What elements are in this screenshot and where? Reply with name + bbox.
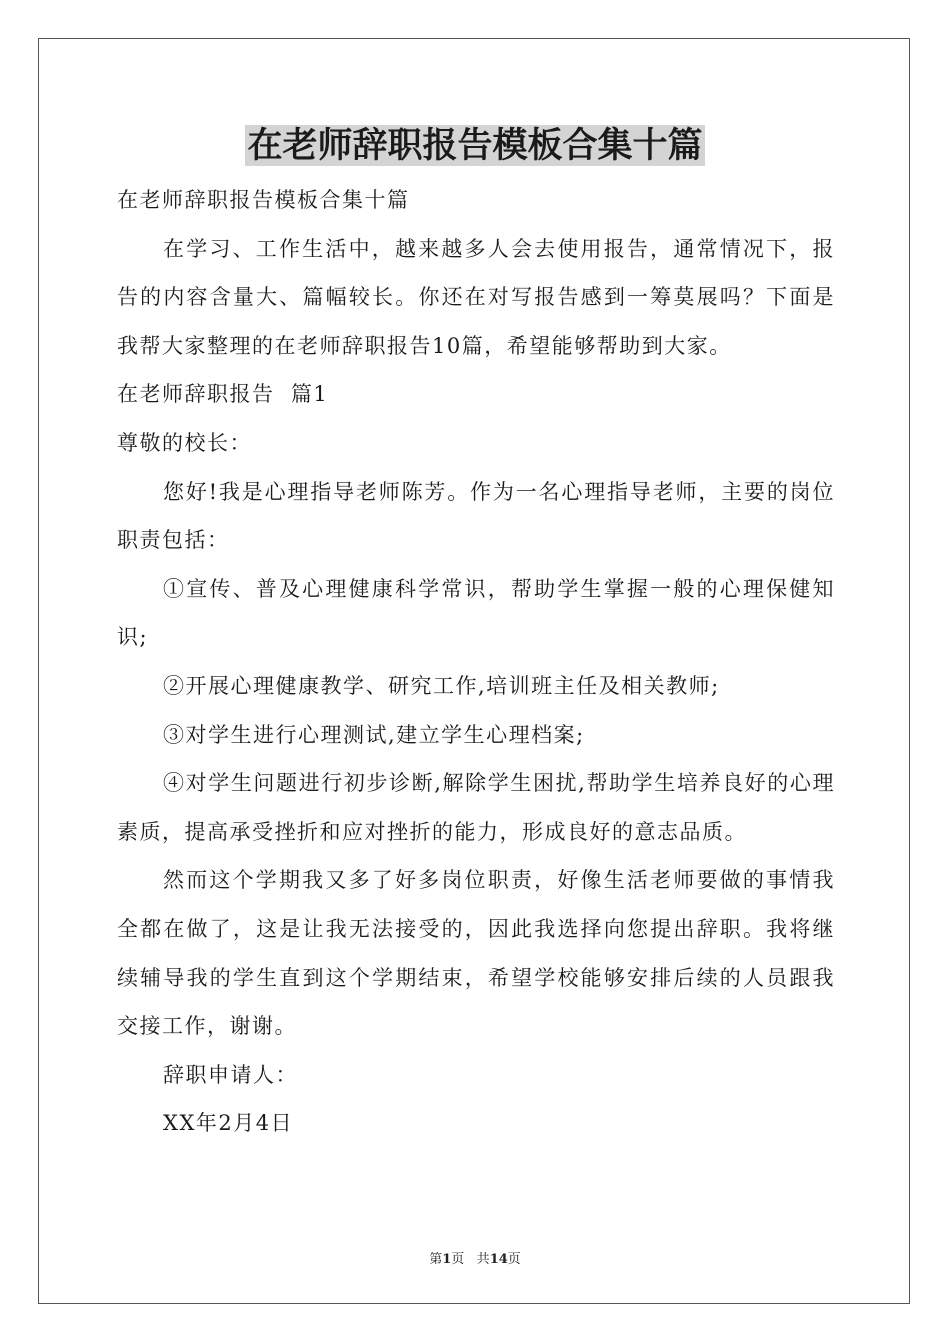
document-subtitle: 在老师辞职报告模板合集十篇 <box>117 188 410 212</box>
total-pages: 14 <box>489 1252 508 1267</box>
duty-item-3: ③对学生进行心理测试,建立学生心理档案; <box>163 722 585 747</box>
intro-paragraph: 在学习、工作生活中，越来越多人会去使用报告，通常情况下，报告的内容含量大、篇幅较长。你还在对写报告感到一筹莫展吗？下面是我帮大家整理的在老师辞职报告10篇，希望能够帮助到大家。 <box>117 236 835 358</box>
page-footer <box>0 1248 950 1267</box>
document-title <box>0 124 950 168</box>
page-number: 1 <box>442 1252 452 1267</box>
page-prefix: 第 <box>429 1252 443 1267</box>
total-suffix: 页 <box>507 1252 521 1267</box>
salutation: 尊敬的校长： <box>117 430 252 455</box>
duty-item-2: ②开展心理健康教学、研究工作,培训班主任及相关教师; <box>163 673 720 698</box>
section-heading: 在老师辞职报告 篇1 <box>117 382 329 407</box>
duty-item-4: ④对学生问题进行初步诊断,解除学生困扰,帮助学生培养良好的心理素质，提高承受挫折和应对挫折的能力，形成良好的意志品质。 <box>117 771 835 844</box>
page-suffix: 页 <box>451 1252 465 1267</box>
date-line: XX年2月4日 <box>163 1111 294 1136</box>
document-title-text: 在老师辞职报告模板合集十篇 <box>247 125 703 166</box>
signature-line: 辞职申请人： <box>163 1062 298 1087</box>
resignation-paragraph: 然而这个学期我又多了好多岗位职责，好像生活老师要做的事情我全都在做了，这是让我无法接受的，因此我选择向您提出辞职。我将继续辅导我的学生直到这个学期结束，希望学校能够安排后续的人员跟我交接工作，谢谢。 <box>117 868 835 1039</box>
greeting-paragraph: 您好!我是心理指导老师陈芳。作为一名心理指导老师，主要的岗位职责包括： <box>117 479 835 553</box>
document-body <box>117 176 835 1148</box>
total-prefix: 共 <box>476 1252 490 1267</box>
duty-item-1: ①宣传、普及心理健康科学常识，帮助学生掌握一般的心理保健知识; <box>117 576 835 650</box>
